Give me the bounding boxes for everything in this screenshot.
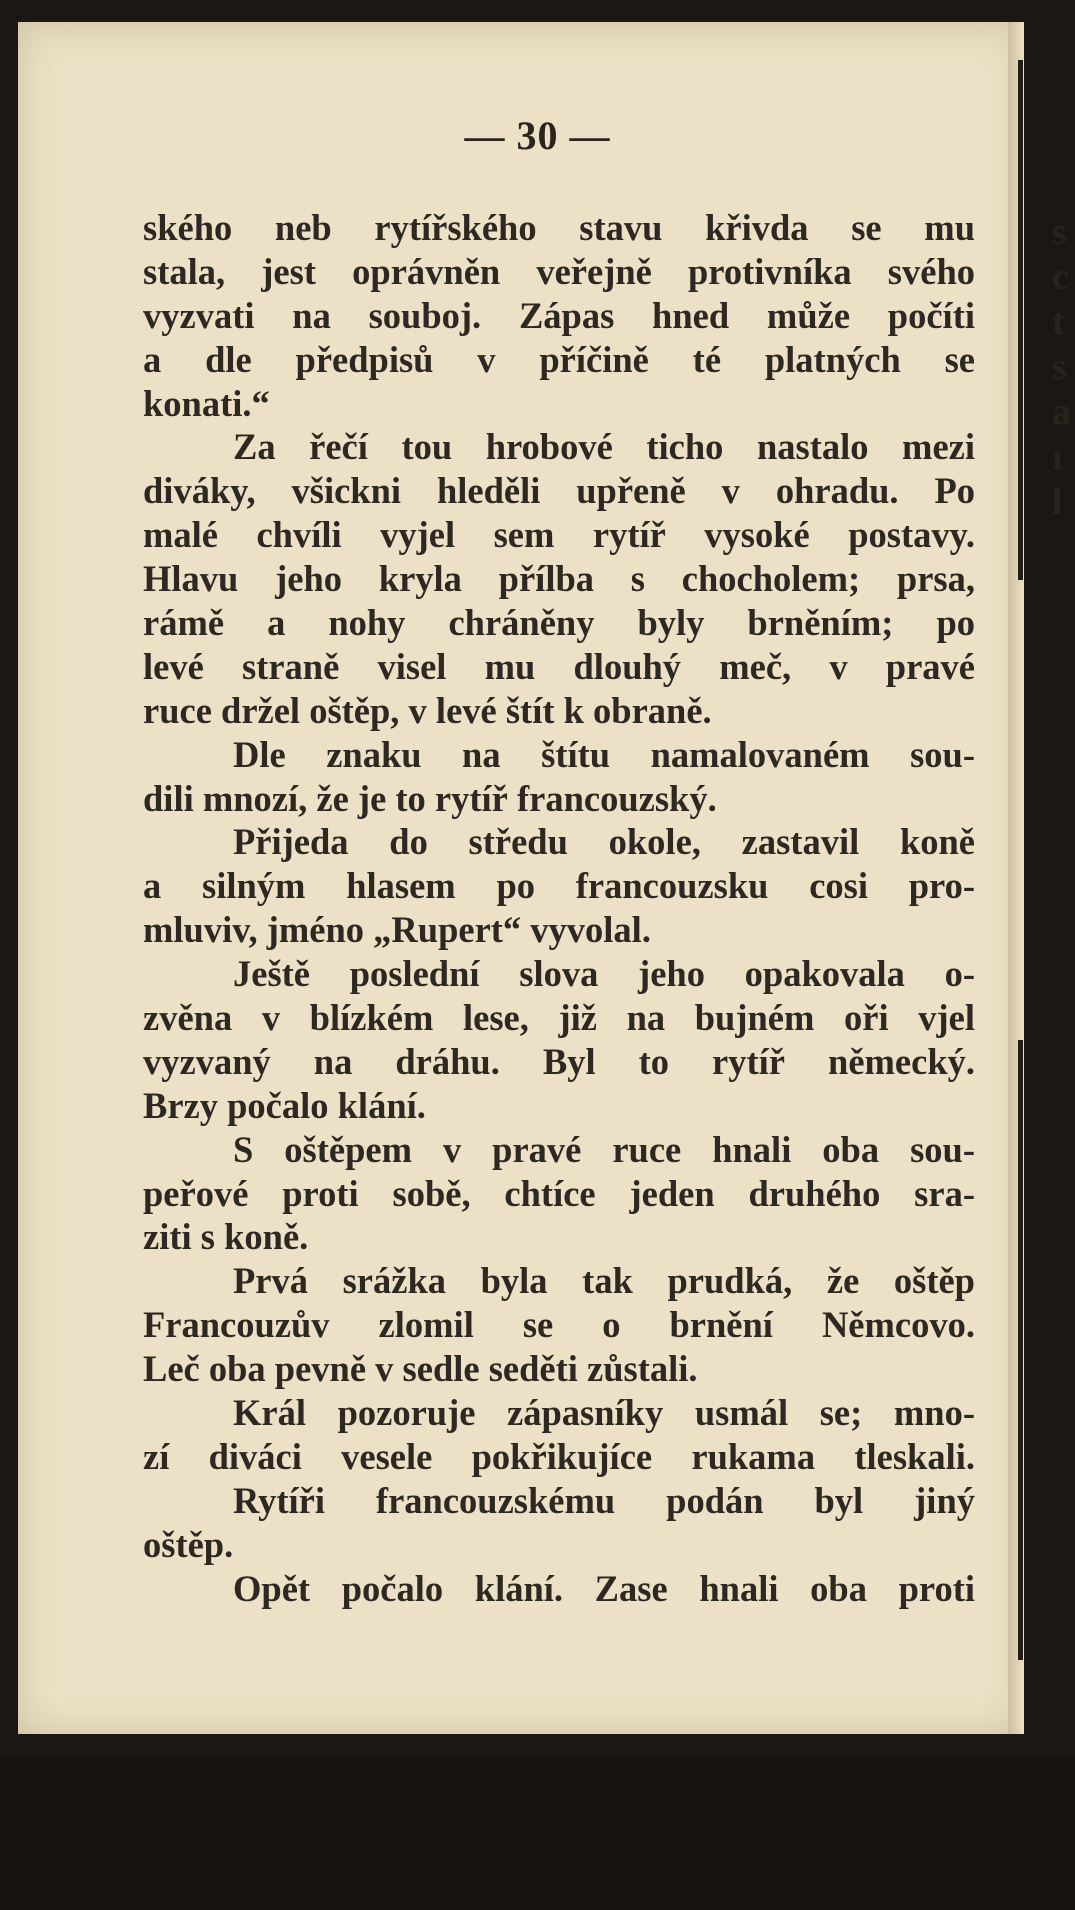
text-line: diváky, všickni hleděli upřeně v ohradu. Po xyxy=(143,470,975,512)
text-line: dili mnozí, že je to rytíř francouzský. xyxy=(143,777,717,819)
text-line: vyzvaný na dráhu. Byl to rytíř německý. xyxy=(143,1040,975,1082)
text-line: a silným hlasem po francouzsku cosi pro- xyxy=(143,865,975,907)
adjacent-page-fragment: s c t s a ı l xyxy=(1052,211,1071,523)
text-line: mluviv, jméno „Rupert“ vyvolal. xyxy=(143,909,651,951)
text-line: ského neb rytířského stavu křivda se mu xyxy=(143,207,975,248)
text-line: peřové proti sobě, chtíce jeden druhého sra- xyxy=(143,1172,975,1214)
text-line: Prvá srážka byla tak prudká, že oštěp xyxy=(233,1260,975,1302)
text-line: Opět počalo klání. Zase hnali oba proti xyxy=(233,1567,975,1609)
text-line: Brzy počalo klání. xyxy=(143,1084,426,1126)
body-text xyxy=(143,206,975,1611)
page-number: — 30 — xyxy=(464,113,611,158)
text-line: ziti s koně. xyxy=(143,1216,309,1258)
text-line: rámě a nohy chráněny byly brněním; po xyxy=(143,602,975,644)
text-line: Francouzův zlomil se o brnění Němcovo. xyxy=(143,1304,975,1346)
text-line: Hlavu jeho kryla přílba s chocholem; prsa, xyxy=(143,558,975,600)
text-line: Leč oba pevně v sedle seděti zůstali. xyxy=(143,1348,698,1390)
text-line: S oštěpem v pravé ruce hnali oba sou- xyxy=(233,1128,975,1170)
text-line: Ještě poslední slova jeho opakovala o- xyxy=(233,953,975,995)
text-line: Král pozoruje zápasníky usmál se; mno- xyxy=(233,1392,975,1434)
text-line: vyzvati na souboj. Zápas hned může počíti xyxy=(143,294,975,336)
text-line: oštěp. xyxy=(143,1523,234,1565)
text-line: Přijeda do středu okole, zastavil koně xyxy=(233,821,975,863)
text-line: zvěna v blízkém lese, již na bujném oři vjel xyxy=(143,997,975,1039)
text-line: stala, jest oprávněn veřejně protivníka svého xyxy=(143,250,975,292)
text-line: Za řečí tou hrobové ticho nastalo mezi xyxy=(233,426,975,468)
text-line: a dle předpisů v příčině té platných se xyxy=(143,338,975,380)
text-line: ruce držel oštěp, v levé štít k obraně. xyxy=(143,689,712,731)
text-line: Rytíři francouzskému podán byl jiný xyxy=(233,1479,975,1521)
text-line: Dle znaku na štítu namalovaném sou- xyxy=(233,733,975,775)
text-line: malé chvíli vyjel sem rytíř vysoké postavy. xyxy=(143,514,975,556)
spine-shadow-lower xyxy=(1018,1040,1023,1660)
text-line: konati.“ xyxy=(143,382,270,424)
text-line: zí diváci vesele pokřikujíce rukama tleskali. xyxy=(143,1435,975,1477)
text-line: levé straně visel mu dlouhý meč, v pravé xyxy=(143,645,975,687)
